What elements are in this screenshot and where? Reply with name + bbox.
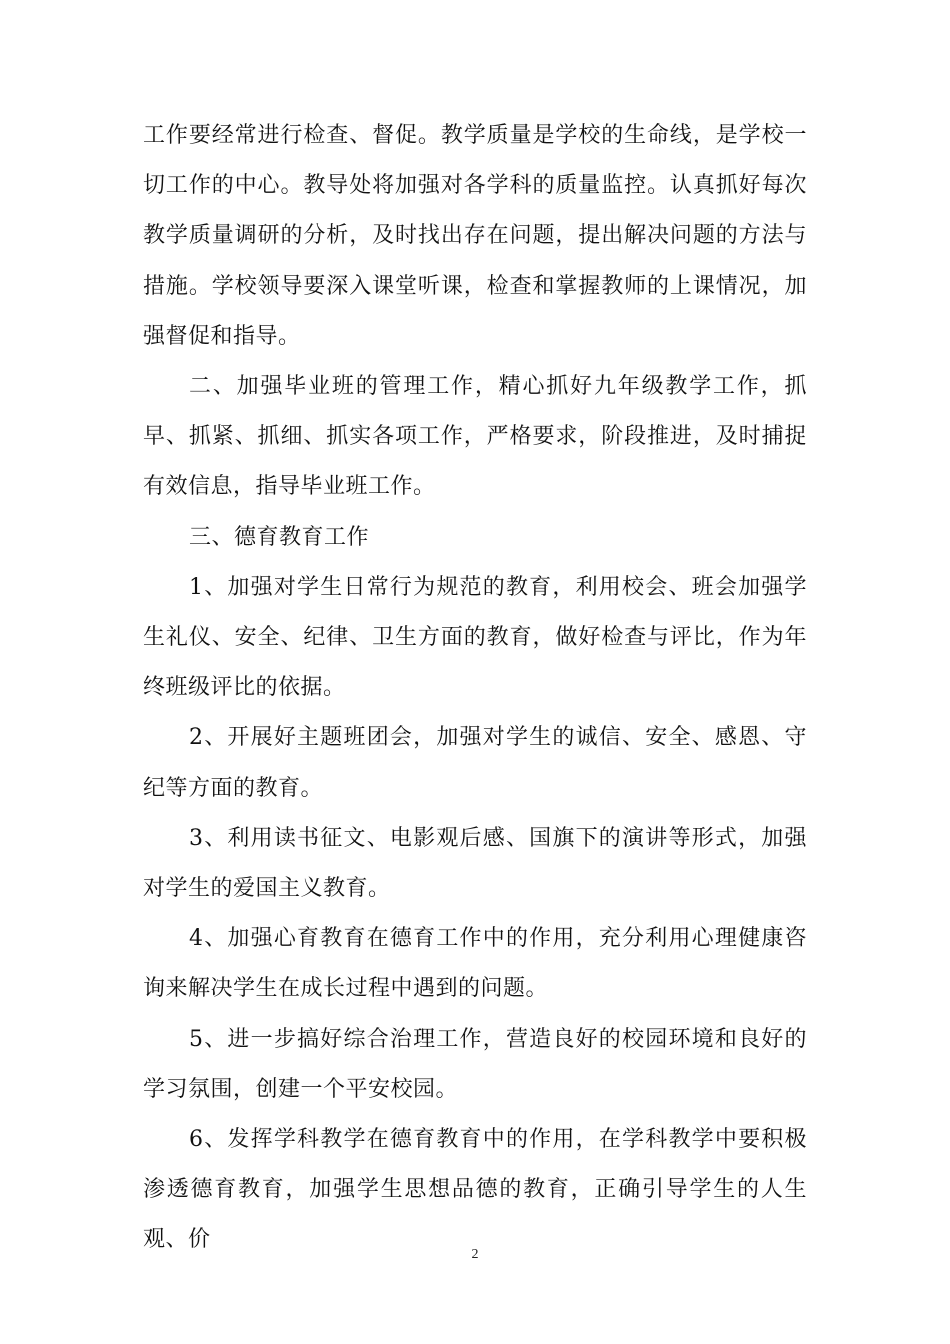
paragraph-continuation: 工作要经常进行检查、督促。教学质量是学校的生命线，是学校一切工作的中心。教导处将加强对各学科的质量监控。认真抓好每次教学质量调研的分析，及时找出存在问题，提出解决问题的方法与措施。学校领导要深入课堂听课，检查和掌握教师的上课情况，加强督促和指导。 [143,123,807,349]
paragraph-item-3: 3、利用读书征文、电影观后感、国旗下的演讲等形式，加强对学生的爱国主义教育。 [143,825,807,902]
section-heading-moral-education: 三、德育教育工作 [189,524,370,550]
paragraph-section-two: 二、加强毕业班的管理工作，精心抓好九年级教学工作，抓早、抓紧、抓细、抓实各项工作，严格要求，阶段推进，及时捕捉有效信息，指导毕业班工作。 [143,374,807,500]
page-number: 2 [471,1247,479,1262]
paragraph-item-5: 5、进一步搞好综合治理工作，营造良好的校园环境和良好的学习氛围，创建一个平安校园。 [143,1026,807,1102]
document-body [143,111,807,1266]
paragraph-item-6: 6、发挥学科教学在德育教育中的作用，在学科教学中要积极渗透德育教育，加强学生思想品德的教育，正确引导学生的人生观、价 [143,1127,807,1253]
paragraph-item-2: 2、开展好主题班团会，加强对学生的诚信、安全、感恩、守纪等方面的教育。 [143,725,807,801]
paragraph-item-4: 4、加强心育教育在德育工作中的作用，充分利用心理健康咨询来解决学生在成长过程中遇到的问题。 [143,926,807,1002]
paragraph-item-1: 1、加强对学生日常行为规范的教育，利用校会、班会加强学生礼仪、安全、纪律、卫生方面的教育，做好检查与评比，作为年终班级评比的依据。 [143,574,807,701]
